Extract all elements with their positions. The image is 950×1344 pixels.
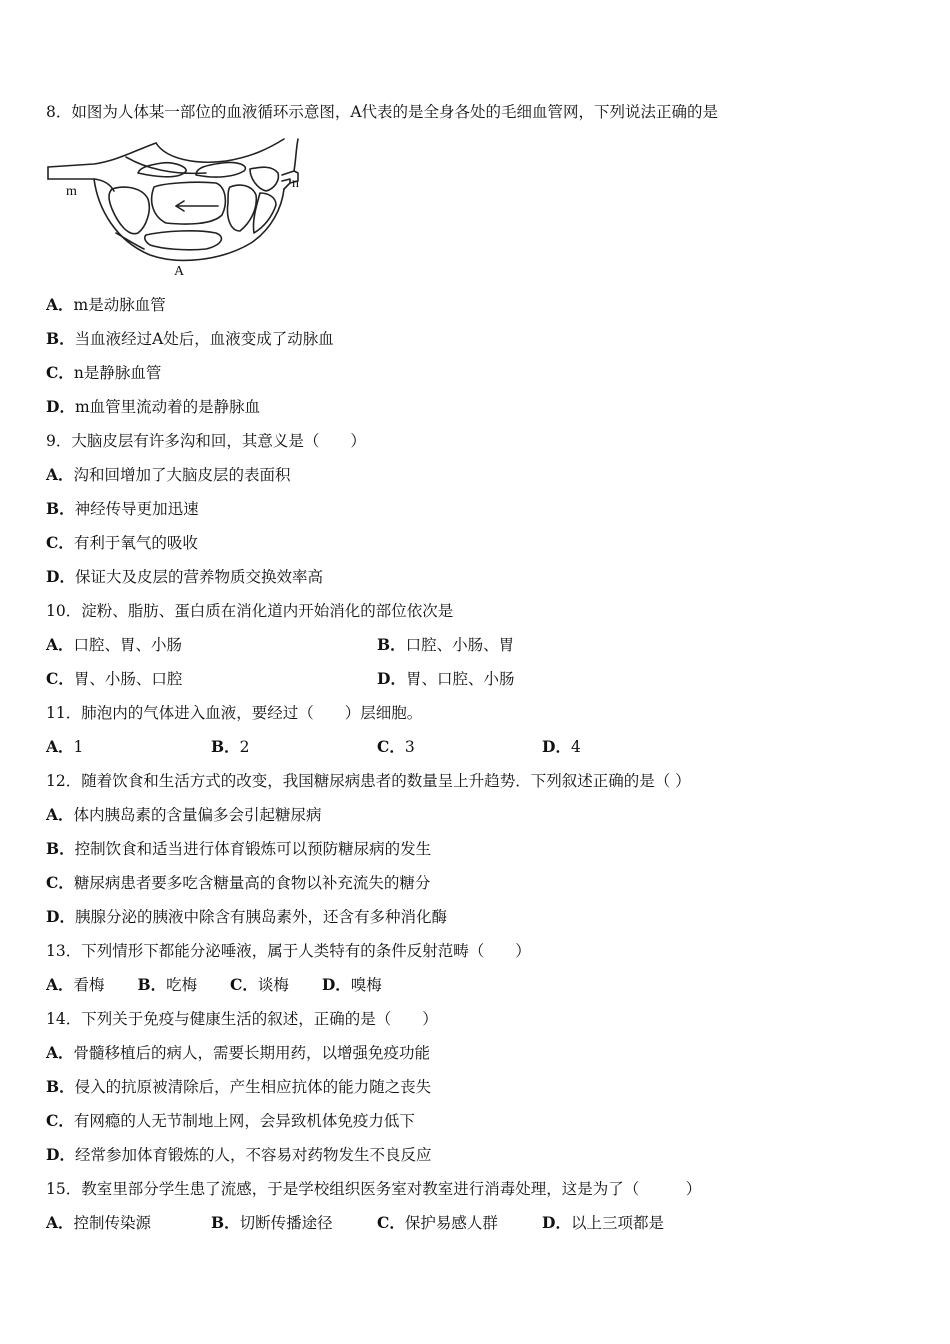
question-15-stem: 15．教室里部分学生患了流感，于是学校组织医务室对教室进行消毒处理，这是为了（ ）: [46, 1180, 702, 1198]
diagram-label-m: m: [66, 184, 77, 199]
q13-option-b[interactable]: B．吃梅: [137, 975, 198, 994]
q13-option-d[interactable]: D．嗅梅: [321, 975, 382, 994]
diagram-label-A: A: [174, 264, 185, 279]
q14-option-d[interactable]: D．经常参加体育锻炼的人，不容易对药物发生不良反应: [46, 1145, 432, 1164]
q12-option-b[interactable]: B．控制饮食和适当进行体育锻炼可以预防糖尿病的发生: [46, 839, 432, 858]
question-9-stem: 9．大脑皮层有许多沟和回，其意义是（ ）: [46, 432, 366, 450]
q11-option-d[interactable]: D．4: [542, 737, 581, 756]
q13-option-a[interactable]: A．看梅: [46, 975, 105, 994]
q14-option-c[interactable]: C．有网瘾的人无节制地上网，会异致机体免疫力低下: [46, 1111, 415, 1130]
q13-option-c[interactable]: C．谈梅: [230, 975, 289, 994]
q8-option-b[interactable]: B．当血液经过A处后，血液变成了动脉血: [46, 329, 334, 348]
q8-option-c[interactable]: C．n是静脉血管: [46, 363, 162, 382]
q10-option-c[interactable]: C．胃、小肠、口腔: [46, 669, 183, 688]
q9-option-d[interactable]: D．保证大及皮层的营养物质交换效率高: [46, 567, 323, 586]
q10-option-b[interactable]: B．口腔、小肠、胃: [377, 635, 515, 654]
question-10-stem: 10．淀粉、脂肪、蛋白质在消化道内开始消化的部位依次是: [46, 602, 454, 620]
q9-option-c[interactable]: C．有利于氧气的吸收: [46, 533, 198, 552]
q14-option-a[interactable]: A．骨髓移植后的病人，需要长期用药，以增强免疫功能: [46, 1043, 431, 1062]
q9-option-a[interactable]: A．沟和回增加了大脑皮层的表面积: [46, 465, 291, 484]
q12-option-c[interactable]: C．糖尿病患者要多吃含糖量高的食物以补充流失的糖分: [46, 873, 431, 892]
q10-option-d[interactable]: D．胃、口腔、小肠: [377, 669, 515, 688]
q14-option-b[interactable]: B．侵入的抗原被清除后，产生相应抗体的能力随之丧失: [46, 1077, 432, 1096]
q11-option-c[interactable]: C．3: [377, 737, 415, 756]
question-13-stem: 13．下列情形下都能分泌唾液，属于人类特有的条件反射范畴（ ）: [46, 942, 531, 960]
q15-option-a[interactable]: A．控制传染源: [46, 1213, 152, 1232]
q10-option-a[interactable]: A．口腔、胃、小肠: [46, 635, 183, 654]
q11-option-b[interactable]: B．2: [211, 737, 250, 756]
q8-option-d[interactable]: D．m血管里流动着的是静脉血: [46, 397, 261, 416]
q15-option-d[interactable]: D．以上三项都是: [542, 1213, 664, 1232]
q12-option-a[interactable]: A．体内胰岛素的含量偏多会引起糖尿病: [46, 805, 322, 824]
question-14-stem: 14．下列关于免疫与健康生活的叙述，正确的是（ ）: [46, 1010, 438, 1028]
q15-option-b[interactable]: B．切断传播途径: [211, 1213, 333, 1232]
q11-option-a[interactable]: A．1: [46, 737, 84, 756]
q8-option-a[interactable]: A．m是动脉血管: [46, 295, 166, 314]
diagram-label-n: n: [292, 176, 299, 191]
blood-circulation-diagram: [46, 137, 308, 279]
q15-option-c[interactable]: C．保护易感人群: [377, 1213, 498, 1232]
q9-option-b[interactable]: B．神经传导更加迅速: [46, 499, 199, 518]
question-12-stem: 12．随着饮食和生活方式的改变，我国糖尿病患者的数量呈上升趋势．下列叙述正确的是（ ）: [46, 772, 691, 790]
question-11-stem: 11．肺泡内的气体进入血液，要经过（ ）层细胞。: [46, 704, 423, 722]
question-8-stem: 8．如图为人体某一部位的血液循环示意图，A代表的是全身各处的毛细血管网，下列说法正确的是: [46, 103, 719, 121]
q12-option-d[interactable]: D．胰腺分泌的胰液中除含有胰岛素外，还含有多种消化酶: [46, 907, 447, 926]
q13-options-row: [46, 975, 410, 995]
